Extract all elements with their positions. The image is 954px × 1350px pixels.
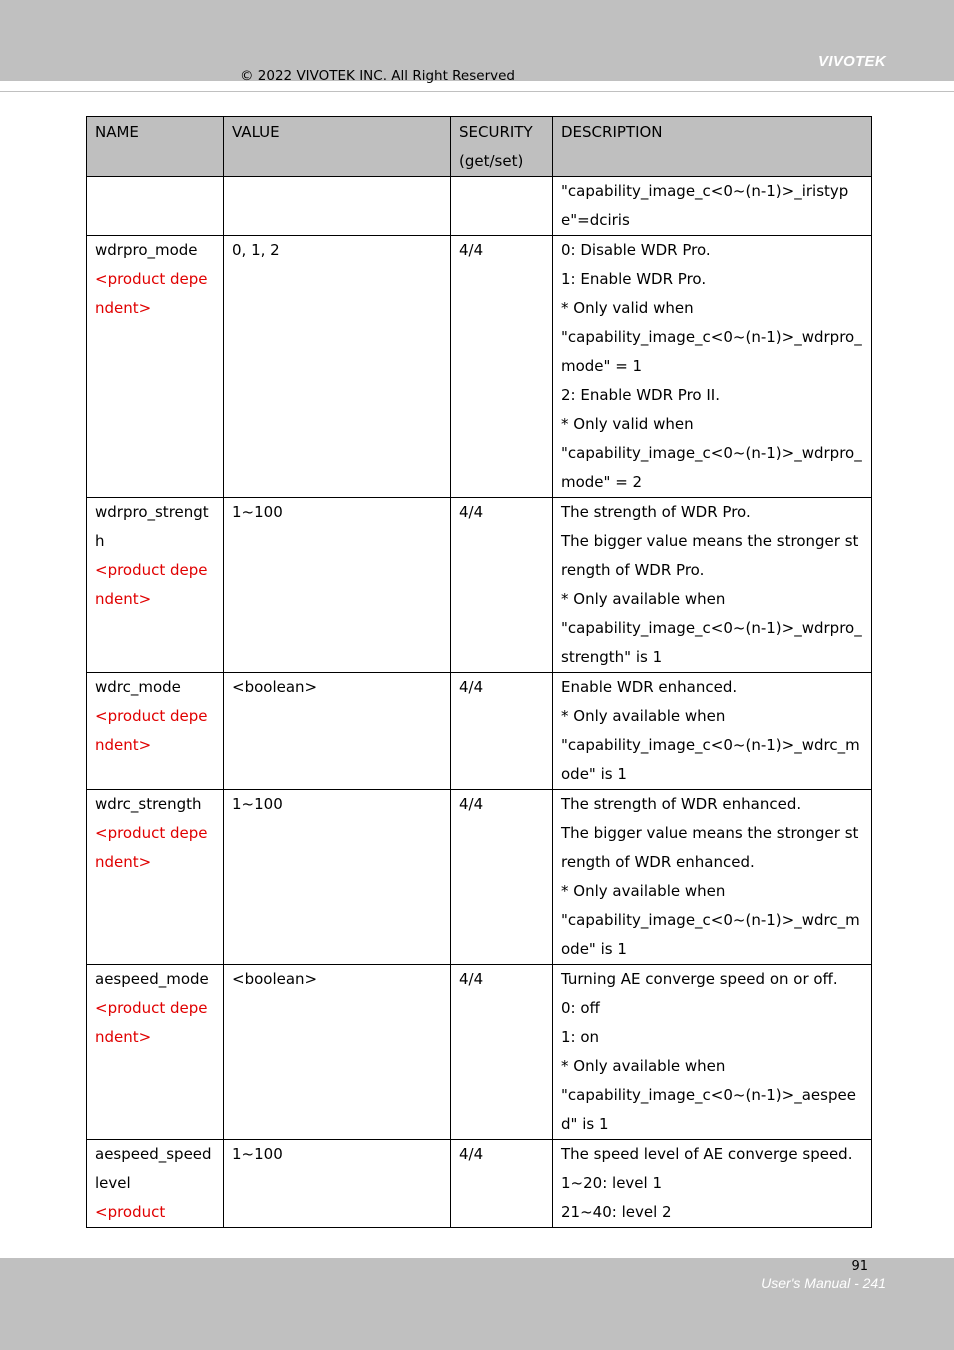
param-name: wdrpro_strength xyxy=(95,503,209,550)
product-dependent-tag: <product dependent> xyxy=(95,561,208,608)
table-row xyxy=(87,673,872,790)
header-divider xyxy=(0,91,954,92)
description-line: The strength of WDR enhanced. xyxy=(561,795,802,813)
product-dependent-tag: <product xyxy=(95,1203,166,1221)
column-header-name: NAME xyxy=(87,117,224,177)
param-description-cell xyxy=(553,790,872,965)
param-security-cell: 4/4 xyxy=(451,790,553,965)
description-line: 1: Enable WDR Pro. xyxy=(561,270,707,288)
brand-logo: VIVOTEK xyxy=(818,53,886,70)
description-line: 21~40: level 2 xyxy=(561,1203,672,1221)
param-description-cell xyxy=(553,177,872,236)
param-name-cell xyxy=(87,1140,224,1228)
param-value-cell: 0, 1, 2 xyxy=(224,236,451,498)
table-row xyxy=(87,177,872,236)
param-name-cell xyxy=(87,177,224,236)
footer-band xyxy=(0,1258,954,1350)
description-line: * Only available when xyxy=(561,1057,726,1075)
param-name-cell xyxy=(87,673,224,790)
param-name: wdrc_strength xyxy=(95,795,202,813)
param-description-cell xyxy=(553,1140,872,1228)
description-line: The strength of WDR Pro. xyxy=(561,503,751,521)
column-header-value: VALUE xyxy=(224,117,451,177)
table-row xyxy=(87,965,872,1140)
param-name: wdrpro_mode xyxy=(95,241,198,259)
param-description-cell xyxy=(553,673,872,790)
param-security-cell: 4/4 xyxy=(451,236,553,498)
table-row xyxy=(87,790,872,965)
table-row xyxy=(87,498,872,673)
param-value-cell: 1~100 xyxy=(224,790,451,965)
description-line: The speed level of AE converge speed. xyxy=(561,1145,853,1163)
description-line: "capability_image_c<0~(n-1)>_wdrpro_strength" is 1 xyxy=(561,619,862,666)
manual-page-label: User's Manual - 241 xyxy=(761,1275,886,1291)
product-dependent-tag: <product dependent> xyxy=(95,999,208,1046)
description-line: 1: on xyxy=(561,1028,600,1046)
param-security-cell xyxy=(451,177,553,236)
param-security-cell: 4/4 xyxy=(451,498,553,673)
description-line: "capability_image_c<0~(n-1)>_aespeed" is 1 xyxy=(561,1086,856,1133)
table-header-row xyxy=(87,117,872,177)
param-value-cell: <boolean> xyxy=(224,673,451,790)
param-description-cell xyxy=(553,236,872,498)
table-row xyxy=(87,236,872,498)
param-value-cell: 1~100 xyxy=(224,498,451,673)
parameter-table xyxy=(86,116,872,1228)
description-line: The bigger value means the stronger strength of WDR Pro. xyxy=(561,532,859,579)
description-line: * Only valid when xyxy=(561,415,694,433)
product-dependent-tag: <product dependent> xyxy=(95,707,208,754)
param-security-cell: 4/4 xyxy=(451,965,553,1140)
param-name-cell xyxy=(87,498,224,673)
description-line: The bigger value means the stronger strength of WDR enhanced. xyxy=(561,824,859,871)
table-body xyxy=(87,177,872,1228)
description-line: 2: Enable WDR Pro II. xyxy=(561,386,720,404)
column-header-description: DESCRIPTION xyxy=(553,117,872,177)
description-line: * Only available when xyxy=(561,882,726,900)
description-line: * Only valid when xyxy=(561,299,694,317)
param-security-cell: 4/4 xyxy=(451,1140,553,1228)
description-line: 1~20: level 1 xyxy=(561,1174,663,1192)
param-description-cell xyxy=(553,498,872,673)
page-number: 91 xyxy=(851,1259,868,1274)
param-value-cell: 1~100 xyxy=(224,1140,451,1228)
description-line: 0: Disable WDR Pro. xyxy=(561,241,711,259)
product-dependent-tag: <product dependent> xyxy=(95,824,208,871)
param-name-cell xyxy=(87,965,224,1140)
description-line: "capability_image_c<0~(n-1)>_wdrpro_mode" = 1 xyxy=(561,328,862,375)
description-line: * Only available when xyxy=(561,707,726,725)
param-description-cell xyxy=(553,965,872,1140)
product-dependent-tag: <product dependent> xyxy=(95,270,208,317)
param-value-cell: <boolean> xyxy=(224,965,451,1140)
param-name-cell xyxy=(87,236,224,498)
param-value-cell xyxy=(224,177,451,236)
param-name: aespeed_speedlevel xyxy=(95,1145,212,1192)
description-line: "capability_image_c<0~(n-1)>_wdrc_mode" is 1 xyxy=(561,736,860,783)
column-header-security: SECURITY (get/set) xyxy=(451,117,553,177)
param-name: aespeed_mode xyxy=(95,970,209,988)
description-line: Enable WDR enhanced. xyxy=(561,678,738,696)
table-row xyxy=(87,1140,872,1228)
param-name-cell xyxy=(87,790,224,965)
copyright-notice: © 2022 VIVOTEK INC. All Right Reserved xyxy=(240,68,515,84)
description-line: "capability_image_c<0~(n-1)>_iristype"=dciris xyxy=(561,182,849,229)
param-security-cell: 4/4 xyxy=(451,673,553,790)
description-line: Turning AE converge speed on or off. xyxy=(561,970,838,988)
description-line: "capability_image_c<0~(n-1)>_wdrpro_mode" = 2 xyxy=(561,444,862,491)
description-line: "capability_image_c<0~(n-1)>_wdrc_mode" is 1 xyxy=(561,911,860,958)
param-name: wdrc_mode xyxy=(95,678,181,696)
description-line: * Only available when xyxy=(561,590,726,608)
description-line: 0: off xyxy=(561,999,600,1017)
